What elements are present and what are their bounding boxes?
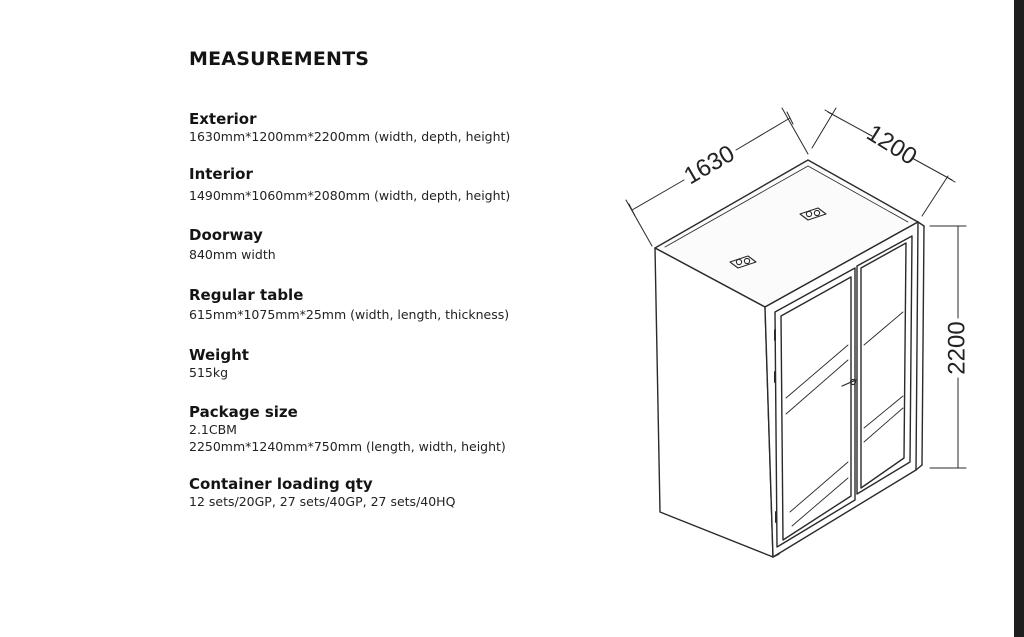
spec-exterior (189, 110, 510, 145)
spec-value: 615mm*1075mm*25mm (width, length, thickness) (189, 307, 510, 322)
spec-doorway (189, 226, 276, 263)
dimension-depth-label: 1200 (861, 119, 922, 171)
spec-label: Regular table (189, 286, 304, 304)
spec-weight (189, 346, 249, 381)
spec-label: Weight (189, 346, 249, 364)
spec-value: 2.1CBM (189, 422, 237, 437)
page-title: MEASUREMENTS (189, 48, 370, 70)
spec-label: Container loading qty (189, 475, 373, 493)
booth-body (655, 160, 924, 557)
spec-container-loading (189, 475, 455, 510)
spec-label: Doorway (189, 226, 263, 244)
spec-interior (189, 165, 510, 204)
spec-value: 840mm width (189, 247, 276, 262)
booth-line-drawing (600, 95, 1000, 575)
spec-value: 1630mm*1200mm*2200mm (width, depth, height) (189, 129, 511, 144)
spec-value: 2250mm*1240mm*750mm (length, width, height) (189, 439, 506, 454)
spec-label: Exterior (189, 110, 257, 128)
right-edge-strip (1014, 0, 1024, 637)
spec-package-size (189, 403, 506, 455)
spec-value: 1490mm*1060mm*2080mm (width, depth, height) (189, 188, 511, 203)
spec-label: Package size (189, 403, 298, 421)
spec-value: 12 sets/20GP, 27 sets/40GP, 27 sets/40HQ (189, 494, 456, 509)
dimension-height-label: 2200 (943, 321, 971, 375)
spec-label: Interior (189, 165, 253, 183)
spec-regular-table (189, 286, 509, 323)
dimension-width-label: 1630 (679, 139, 740, 191)
spec-value: 515kg (189, 365, 229, 380)
